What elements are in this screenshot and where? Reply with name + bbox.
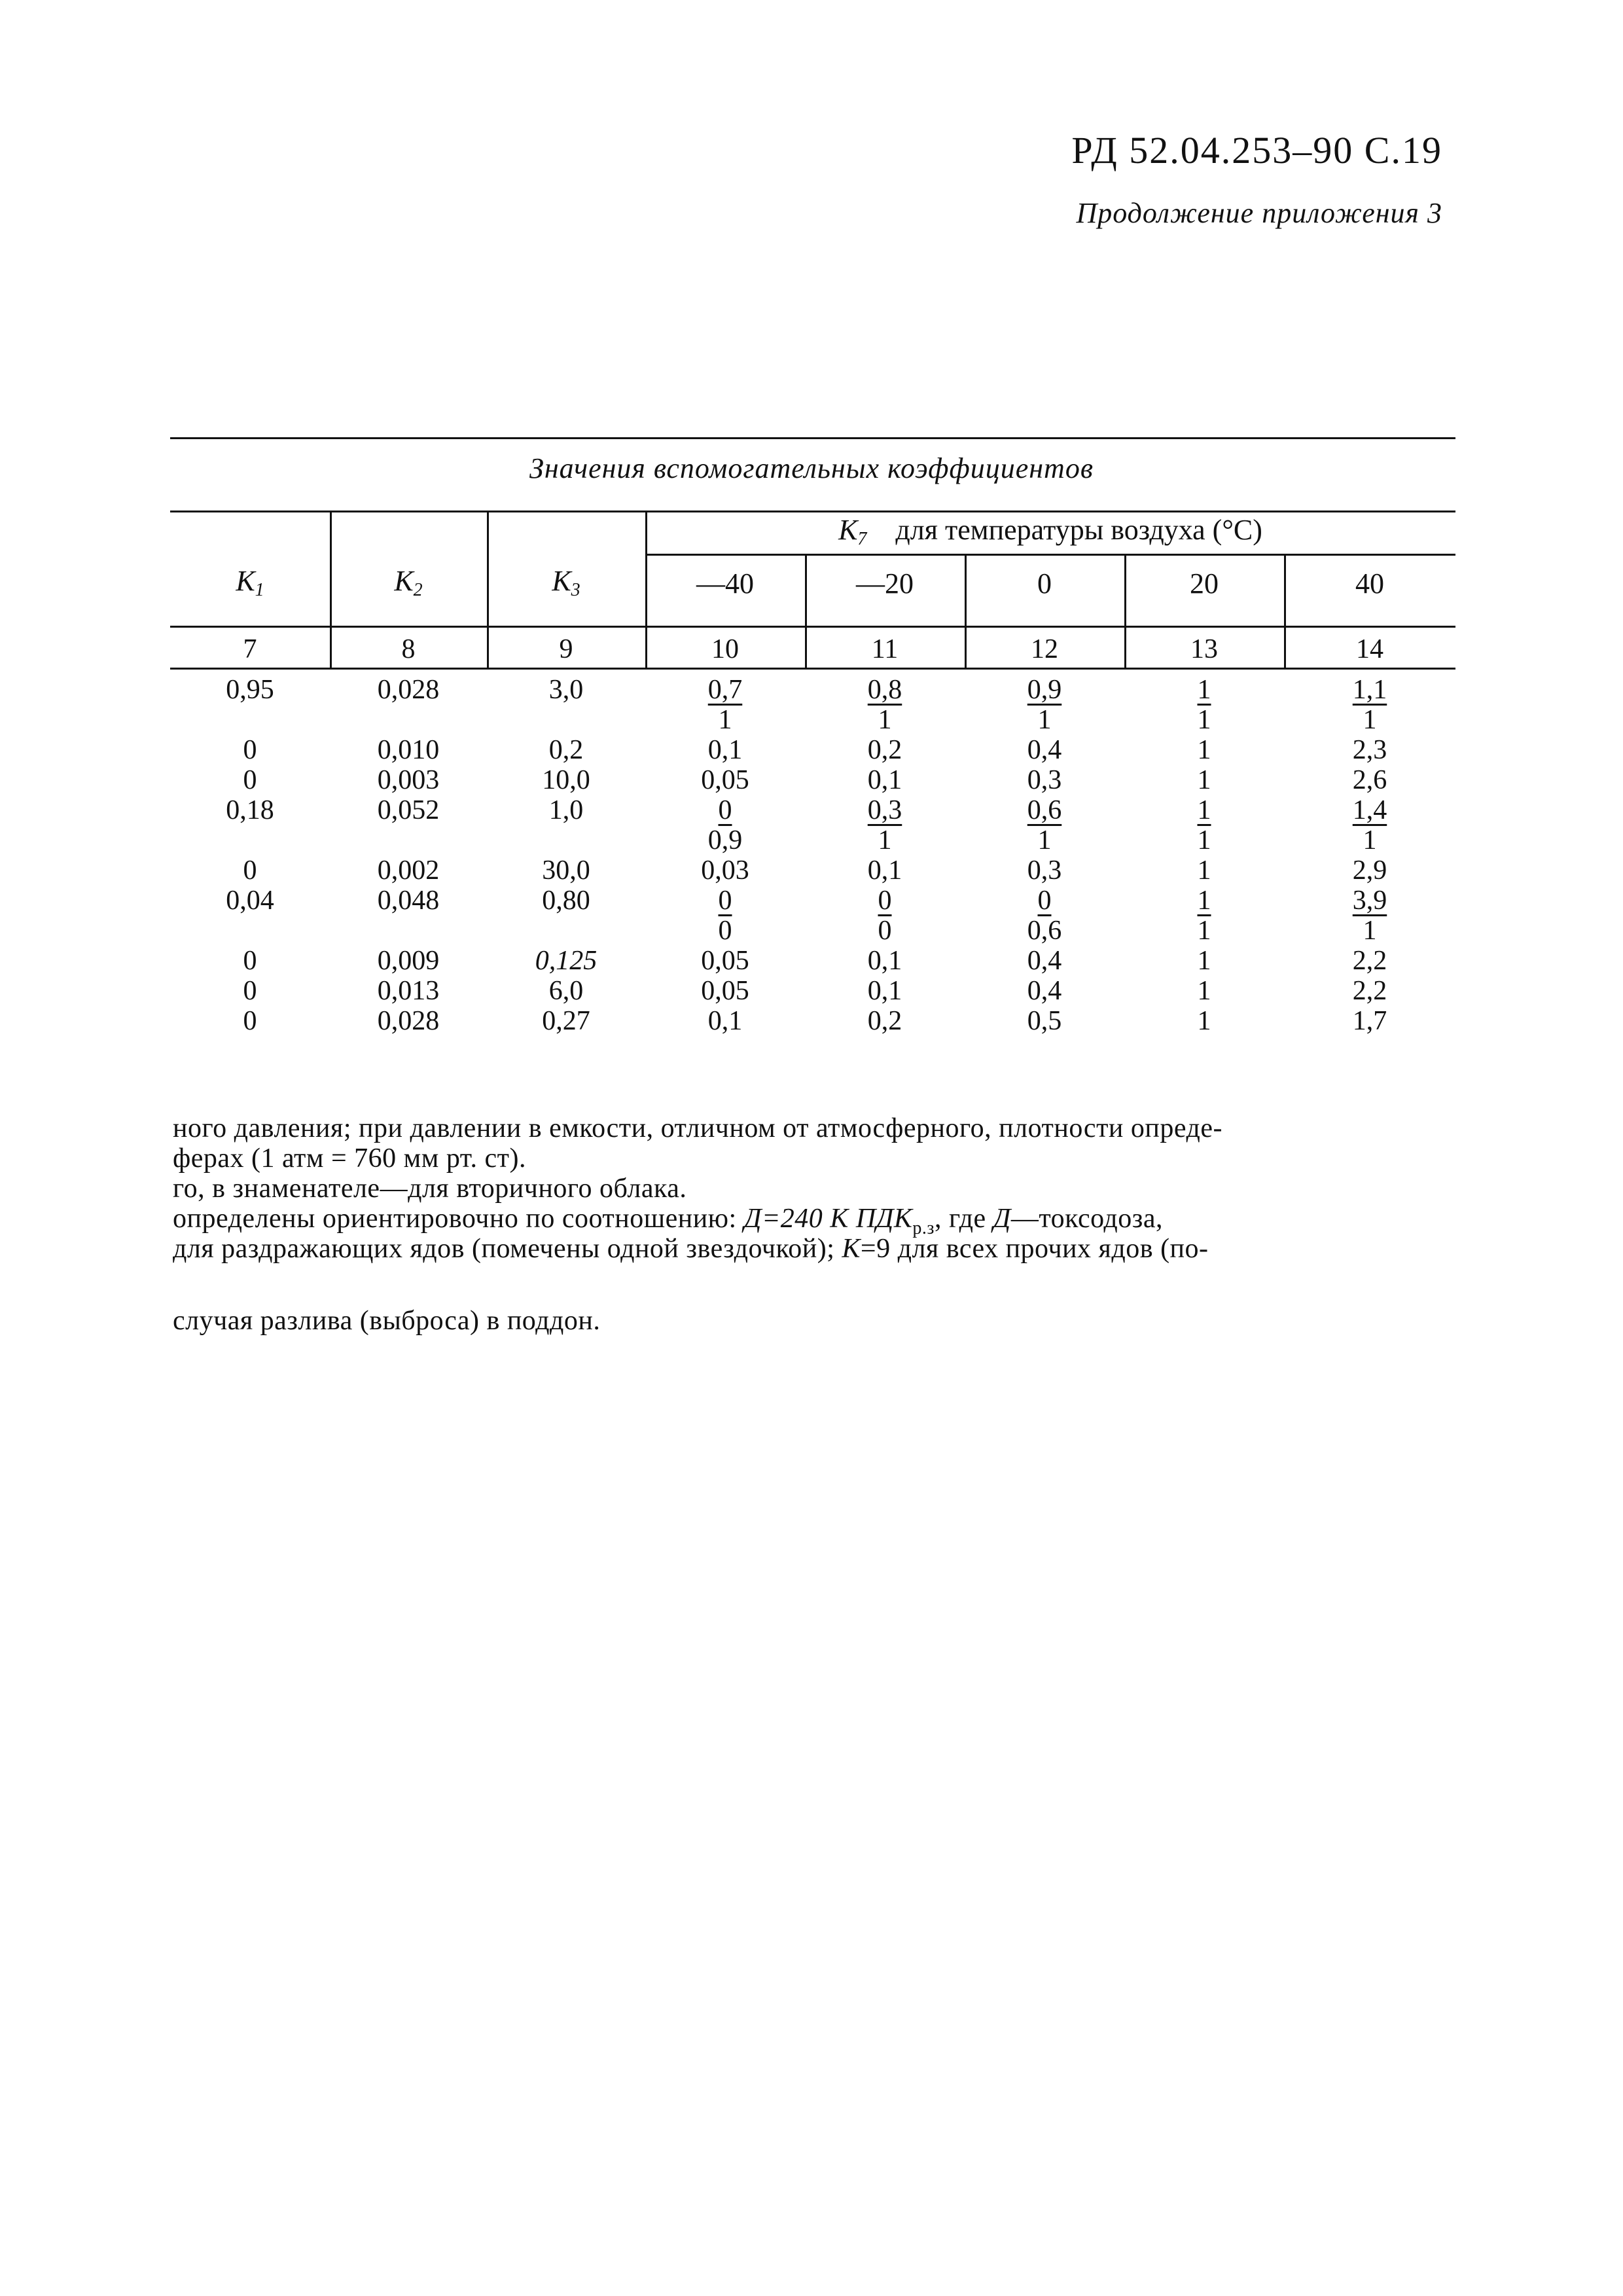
note-line-2: ферах (1 атм = 760 мм рт. ст).: [173, 1143, 526, 1174]
table-cell: 0,05: [701, 765, 749, 795]
note-4-formula: =240 K ПДK: [761, 1204, 913, 1234]
table-cell: 2,6: [1352, 765, 1387, 795]
table-cell: 0: [718, 916, 732, 946]
col-divider: [645, 511, 647, 668]
table-cell: 1: [1197, 886, 1211, 916]
table-cell: 1: [1363, 825, 1377, 855]
table-cell: 1: [1197, 1006, 1211, 1036]
table-cell: 1: [1037, 705, 1052, 735]
table-cell: 1: [1197, 735, 1211, 765]
note-5-text-a: для раздражающих ядов (помечены одной звездочкой);: [173, 1234, 842, 1264]
table-cell: 0: [1037, 886, 1052, 916]
table-cell: 0,1: [867, 976, 902, 1006]
col-divider: [1124, 554, 1126, 668]
table-cell: 2,2: [1352, 976, 1387, 1006]
header-top-rule: [170, 511, 1455, 512]
table-cell: 0,6: [1027, 795, 1062, 825]
table-cell: 0,4: [1027, 976, 1062, 1006]
table-cell: 1: [1197, 795, 1211, 825]
header-k3: [552, 564, 580, 601]
table-cell: 0,8: [867, 675, 902, 705]
header-k1-sub: 1: [255, 580, 264, 600]
table-cell: 0,1: [867, 946, 902, 976]
table-cell: 0,04: [226, 886, 274, 916]
table-cell: 0,028: [377, 1006, 440, 1036]
header-k3-symbol: K: [552, 565, 571, 597]
table-cell: 0,3: [1027, 855, 1062, 886]
table-cell: 0: [243, 946, 257, 976]
column-number: 8: [401, 634, 416, 664]
note-5-k: K: [842, 1234, 861, 1264]
table-cell: 0: [243, 1006, 257, 1036]
header-k2: [394, 564, 422, 601]
table-cell: 0,009: [377, 946, 440, 976]
k7-subscript: 7: [857, 529, 867, 549]
col-divider: [965, 554, 967, 668]
table-top-rule: [170, 437, 1455, 439]
table-cell: 0,27: [542, 1006, 590, 1036]
table-cell: 0,95: [226, 675, 274, 705]
note-line-1: ного давления; при давлении в емкости, отличном от атмосферного, плотности опреде-: [173, 1113, 1222, 1143]
table-cell: 0,002: [377, 855, 440, 886]
note-4-text-b: , где: [934, 1204, 993, 1234]
table-cell: 0,05: [701, 976, 749, 1006]
table-cell: 0,1: [867, 765, 902, 795]
group-header-rule: [645, 554, 1455, 556]
table-cell: 1: [1363, 916, 1377, 946]
note-4-text-c: Д: [993, 1204, 1011, 1234]
k7-symbol: K: [838, 514, 858, 546]
table-cell: 1: [1037, 825, 1052, 855]
table-cell: 0,03: [701, 855, 749, 886]
table-cell: 0,2: [867, 1006, 902, 1036]
table-cell: 0: [243, 976, 257, 1006]
note-4-text-a: определены ориентировочно по соотношению:: [173, 1204, 744, 1234]
table-cell: 1: [1197, 855, 1211, 886]
table-cell: 1: [1197, 946, 1211, 976]
table-cell: 0,013: [377, 976, 440, 1006]
table-cell: 1: [1197, 765, 1211, 795]
header-k2-symbol: K: [394, 565, 414, 597]
table-cell: 0: [243, 855, 257, 886]
document-code: РД 52.04.253–90 С.19: [1071, 129, 1442, 171]
col-divider: [805, 554, 807, 668]
table-cell: 0,7: [707, 675, 743, 705]
table-cell: 0,1: [707, 735, 743, 765]
note-4-text-d: —токсодоза,: [1010, 1204, 1164, 1234]
table-cell: 1: [878, 705, 892, 735]
temp-header: 20: [1190, 567, 1219, 600]
header-k2-sub: 2: [413, 580, 423, 600]
table-cell: 0,003: [377, 765, 440, 795]
table-cell: 0,9: [707, 825, 743, 855]
column-number: 7: [243, 634, 257, 664]
group-header-text: для температуры воздуха (°С): [895, 514, 1262, 546]
table-cell: 0: [718, 795, 732, 825]
table-cell: 1,4: [1352, 795, 1387, 825]
table-cell: 3,9: [1352, 886, 1387, 916]
column-number: 9: [559, 634, 573, 664]
table-cell: 0,3: [867, 795, 902, 825]
column-number: 12: [1031, 634, 1058, 664]
table-cell: 0,1: [867, 855, 902, 886]
note-5-text-c: =9 для всех прочих ядов (по-: [860, 1234, 1209, 1264]
numbers-bottom-rule: [170, 668, 1455, 670]
temp-header: —20: [856, 567, 914, 600]
table-cell: 0,010: [377, 735, 440, 765]
table-cell: 0,1: [707, 1006, 743, 1036]
col-divider: [1284, 554, 1286, 668]
table-cell: 1: [878, 825, 892, 855]
table-cell: 0: [878, 916, 892, 946]
temp-header: —40: [696, 567, 754, 600]
column-number: 10: [711, 634, 739, 664]
column-number: 13: [1190, 634, 1218, 664]
temp-header: 0: [1037, 567, 1052, 600]
table-cell: 1: [1197, 976, 1211, 1006]
table-cell: 0,80: [542, 886, 590, 916]
col-divider: [330, 511, 332, 668]
table-cell: 1,1: [1352, 675, 1387, 705]
note-line-6: случая разлива (выброса) в поддон.: [173, 1306, 601, 1336]
table-cell: 1: [1197, 825, 1211, 855]
table-cell: 1,7: [1352, 1006, 1387, 1036]
table-cell: 0,048: [377, 886, 440, 916]
table-cell: 1: [1197, 705, 1211, 735]
group-header: [838, 513, 1262, 550]
table-cell: 0,9: [1027, 675, 1062, 705]
table-cell: 0,052: [377, 795, 440, 825]
table-cell: 0: [243, 735, 257, 765]
note-line-5: [173, 1233, 1209, 1265]
header-bottom-rule: [170, 626, 1455, 628]
table-cell: 0,4: [1027, 946, 1062, 976]
header-k1: [236, 564, 264, 601]
table-cell: 6,0: [548, 976, 584, 1006]
table-cell: 0,028: [377, 675, 440, 705]
table-cell: 0,125: [535, 946, 597, 976]
table-cell: 3,0: [548, 675, 584, 705]
table-cell: 2,9: [1352, 855, 1387, 886]
note-line-3: го, в знаменателе—для вторичного облака.: [173, 1174, 687, 1204]
table-cell: 10,0: [542, 765, 590, 795]
table-cell: 0: [718, 886, 732, 916]
col-divider: [487, 511, 489, 668]
header-k3-sub: 3: [571, 580, 580, 600]
note-4-formula-d: Д: [743, 1204, 762, 1234]
table-cell: 1: [1197, 916, 1211, 946]
table-cell: 0,4: [1027, 735, 1062, 765]
table-cell: 2,2: [1352, 946, 1387, 976]
note-4-formula-sub: р.з: [912, 1218, 935, 1238]
table-cell: 0: [243, 765, 257, 795]
table-cell: 0,2: [867, 735, 902, 765]
temp-header: 40: [1355, 567, 1384, 600]
table-cell: 30,0: [542, 855, 590, 886]
table-title: Значения вспомогательных коэффициентов: [529, 452, 1094, 484]
table-cell: 1: [1363, 705, 1377, 735]
continuation-label: Продолжение приложения 3: [1076, 197, 1442, 229]
column-number: 14: [1356, 634, 1383, 664]
table-cell: 0,05: [701, 946, 749, 976]
table-cell: 0,2: [548, 735, 584, 765]
table-cell: 0,5: [1027, 1006, 1062, 1036]
table-cell: 1,0: [548, 795, 584, 825]
table-cell: 0,3: [1027, 765, 1062, 795]
column-number: 11: [871, 634, 899, 664]
table-cell: 1: [718, 705, 732, 735]
header-k1-symbol: K: [236, 565, 255, 597]
table-cell: 0,6: [1027, 916, 1062, 946]
table-cell: 0,18: [226, 795, 274, 825]
table-cell: 2,3: [1352, 735, 1387, 765]
table-cell: 0: [878, 886, 892, 916]
table-cell: 1: [1197, 675, 1211, 705]
